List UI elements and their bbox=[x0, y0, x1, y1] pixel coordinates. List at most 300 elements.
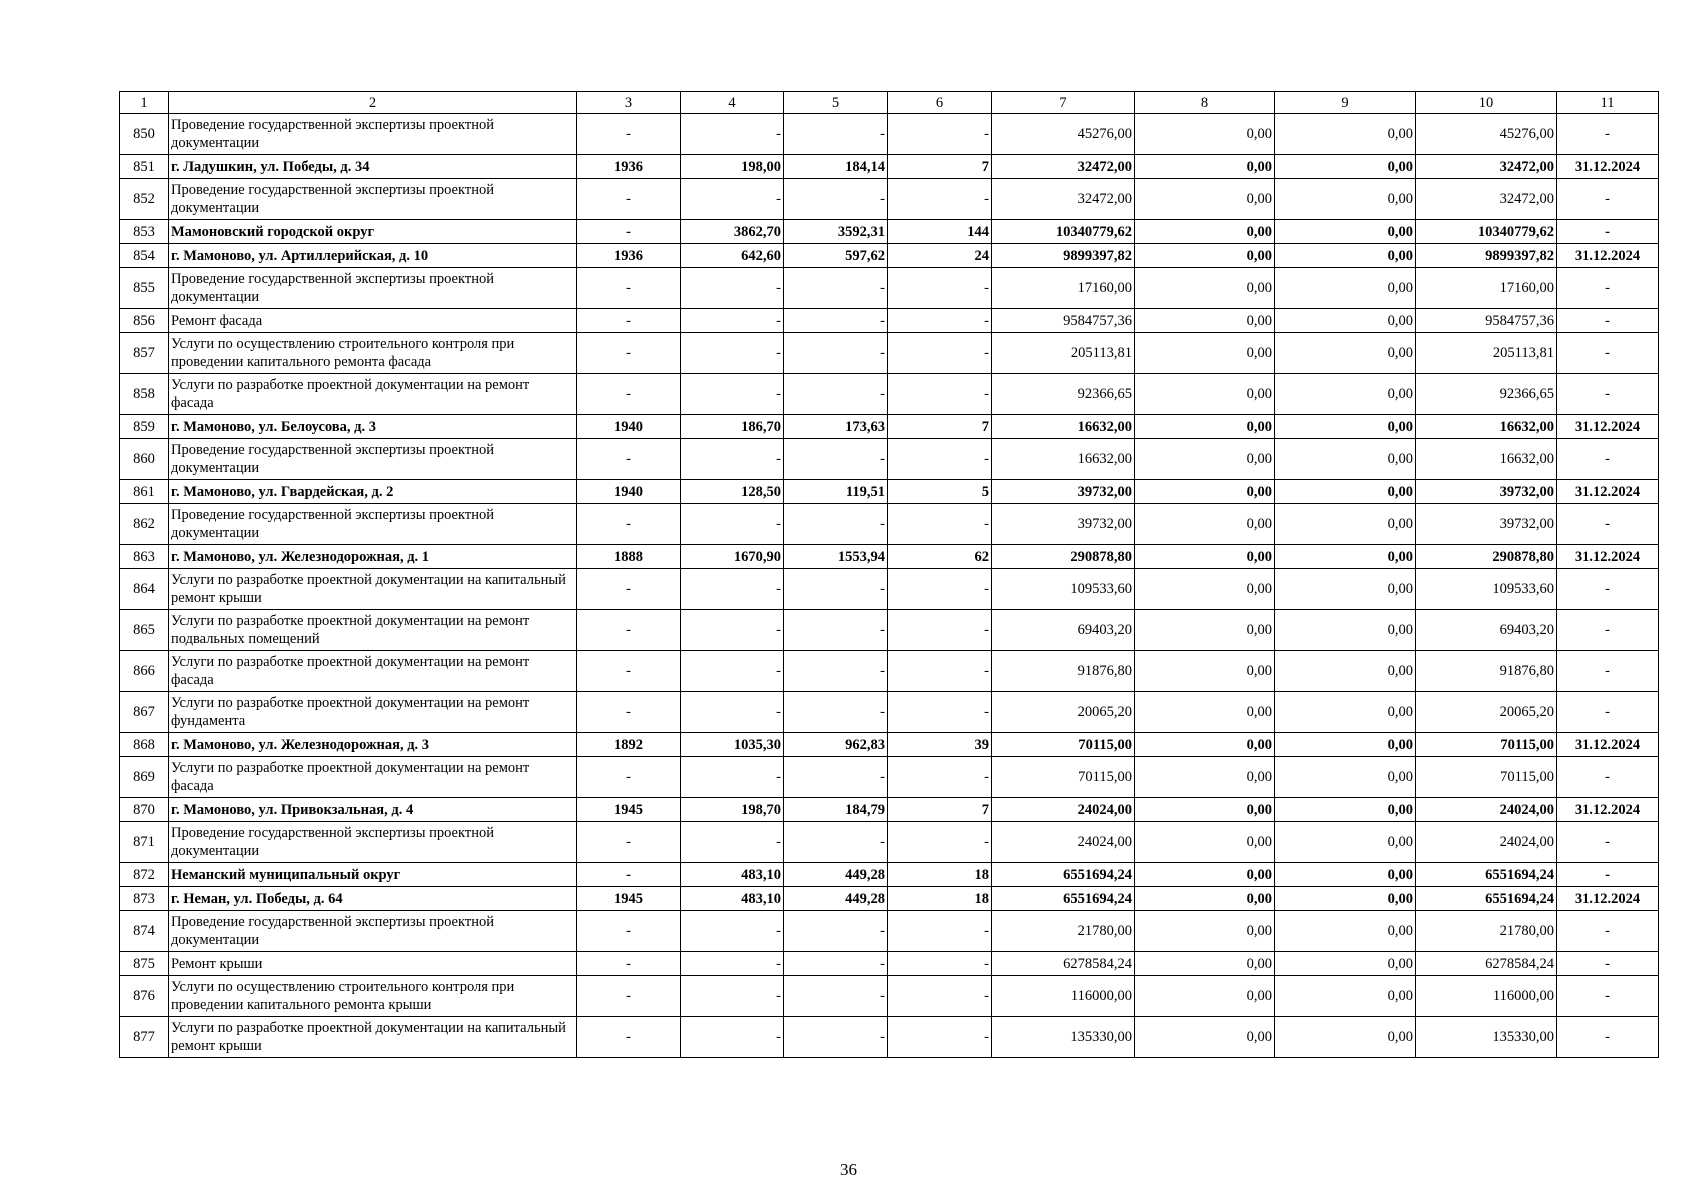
cost-owners-cell: 20065,20 bbox=[1416, 692, 1557, 733]
residents-cell: - bbox=[888, 610, 992, 651]
residents-cell: - bbox=[888, 757, 992, 798]
area-total-cell: 642,60 bbox=[681, 244, 784, 268]
deadline-cell: - bbox=[1557, 863, 1659, 887]
area-total-cell: - bbox=[681, 651, 784, 692]
table-row bbox=[120, 374, 1659, 415]
row-number: 859 bbox=[120, 415, 169, 439]
cost-owners-cell: 16632,00 bbox=[1416, 415, 1557, 439]
cost-fund-cell: 0,00 bbox=[1135, 798, 1275, 822]
area-living-cell: - bbox=[784, 610, 888, 651]
work-description: г. Неман, ул. Победы, д. 64 bbox=[169, 887, 577, 911]
year-cell: 1888 bbox=[577, 545, 681, 569]
deadline-cell: - bbox=[1557, 610, 1659, 651]
work-description: г. Мамоново, ул. Белоусова, д. 3 bbox=[169, 415, 577, 439]
cost-total-cell: 20065,20 bbox=[992, 692, 1135, 733]
table-row bbox=[120, 757, 1659, 798]
residents-cell: - bbox=[888, 309, 992, 333]
area-living-cell: 1553,94 bbox=[784, 545, 888, 569]
cost-owners-cell: 10340779,62 bbox=[1416, 220, 1557, 244]
work-description: г. Мамоново, ул. Артиллерийская, д. 10 bbox=[169, 244, 577, 268]
work-description: Проведение государственной экспертизы проектной документации bbox=[169, 439, 577, 480]
area-total-cell: - bbox=[681, 911, 784, 952]
area-total-cell: 186,70 bbox=[681, 415, 784, 439]
cost-budget-cell: 0,00 bbox=[1275, 952, 1416, 976]
deadline-cell: - bbox=[1557, 439, 1659, 480]
area-living-cell: 184,79 bbox=[784, 798, 888, 822]
cost-owners-cell: 69403,20 bbox=[1416, 610, 1557, 651]
deadline-cell: - bbox=[1557, 911, 1659, 952]
column-header: 5 bbox=[784, 92, 888, 114]
table-row bbox=[120, 333, 1659, 374]
row-number: 873 bbox=[120, 887, 169, 911]
table-row bbox=[120, 887, 1659, 911]
cost-budget-cell: 0,00 bbox=[1275, 863, 1416, 887]
year-cell: - bbox=[577, 569, 681, 610]
cost-total-cell: 70115,00 bbox=[992, 733, 1135, 757]
row-number: 867 bbox=[120, 692, 169, 733]
cost-total-cell: 21780,00 bbox=[992, 911, 1135, 952]
area-living-cell: - bbox=[784, 757, 888, 798]
table-row bbox=[120, 480, 1659, 504]
year-cell: - bbox=[577, 692, 681, 733]
residents-cell: 18 bbox=[888, 863, 992, 887]
column-header: 1 bbox=[120, 92, 169, 114]
work-description: Услуги по разработке проектной документации на ремонт фасада bbox=[169, 651, 577, 692]
cost-budget-cell: 0,00 bbox=[1275, 733, 1416, 757]
deadline-cell: 31.12.2024 bbox=[1557, 480, 1659, 504]
residents-cell: 7 bbox=[888, 798, 992, 822]
cost-fund-cell: 0,00 bbox=[1135, 976, 1275, 1017]
row-number: 861 bbox=[120, 480, 169, 504]
residents-cell: - bbox=[888, 439, 992, 480]
deadline-cell: - bbox=[1557, 114, 1659, 155]
area-total-cell: 483,10 bbox=[681, 863, 784, 887]
cost-owners-cell: 109533,60 bbox=[1416, 569, 1557, 610]
year-cell: 1936 bbox=[577, 155, 681, 179]
cost-fund-cell: 0,00 bbox=[1135, 179, 1275, 220]
residents-cell: - bbox=[888, 374, 992, 415]
cost-fund-cell: 0,00 bbox=[1135, 651, 1275, 692]
cost-total-cell: 6551694,24 bbox=[992, 863, 1135, 887]
cost-fund-cell: 0,00 bbox=[1135, 114, 1275, 155]
deadline-cell: - bbox=[1557, 952, 1659, 976]
table-row bbox=[120, 692, 1659, 733]
work-description: Ремонт фасада bbox=[169, 309, 577, 333]
cost-total-cell: 116000,00 bbox=[992, 976, 1135, 1017]
residents-cell: - bbox=[888, 268, 992, 309]
area-total-cell: - bbox=[681, 822, 784, 863]
residents-cell: - bbox=[888, 976, 992, 1017]
row-number: 850 bbox=[120, 114, 169, 155]
row-number: 853 bbox=[120, 220, 169, 244]
residents-cell: - bbox=[888, 692, 992, 733]
area-total-cell: 198,00 bbox=[681, 155, 784, 179]
area-total-cell: - bbox=[681, 114, 784, 155]
deadline-cell: - bbox=[1557, 651, 1659, 692]
area-living-cell: - bbox=[784, 651, 888, 692]
residents-cell: - bbox=[888, 333, 992, 374]
cost-owners-cell: 17160,00 bbox=[1416, 268, 1557, 309]
column-header: 8 bbox=[1135, 92, 1275, 114]
cost-budget-cell: 0,00 bbox=[1275, 976, 1416, 1017]
cost-total-cell: 32472,00 bbox=[992, 179, 1135, 220]
residents-cell: 5 bbox=[888, 480, 992, 504]
cost-fund-cell: 0,00 bbox=[1135, 155, 1275, 179]
cost-budget-cell: 0,00 bbox=[1275, 244, 1416, 268]
residents-cell: 7 bbox=[888, 155, 992, 179]
cost-owners-cell: 290878,80 bbox=[1416, 545, 1557, 569]
cost-fund-cell: 0,00 bbox=[1135, 268, 1275, 309]
area-living-cell: - bbox=[784, 179, 888, 220]
cost-owners-cell: 6278584,24 bbox=[1416, 952, 1557, 976]
residents-cell: - bbox=[888, 114, 992, 155]
area-living-cell: - bbox=[784, 333, 888, 374]
work-description: Неманский муниципальный округ bbox=[169, 863, 577, 887]
cost-fund-cell: 0,00 bbox=[1135, 309, 1275, 333]
work-description: г. Мамоново, ул. Железнодорожная, д. 1 bbox=[169, 545, 577, 569]
cost-total-cell: 9584757,36 bbox=[992, 309, 1135, 333]
cost-fund-cell: 0,00 bbox=[1135, 863, 1275, 887]
cost-owners-cell: 205113,81 bbox=[1416, 333, 1557, 374]
row-number: 857 bbox=[120, 333, 169, 374]
year-cell: - bbox=[577, 309, 681, 333]
area-total-cell: - bbox=[681, 692, 784, 733]
residents-cell: - bbox=[888, 822, 992, 863]
work-description: Услуги по осуществлению строительного контроля при проведении капитального ремонта крыши bbox=[169, 976, 577, 1017]
row-number: 871 bbox=[120, 822, 169, 863]
work-description: Проведение государственной экспертизы проектной документации bbox=[169, 179, 577, 220]
residents-cell: 7 bbox=[888, 415, 992, 439]
cost-owners-cell: 91876,80 bbox=[1416, 651, 1557, 692]
cost-owners-cell: 9899397,82 bbox=[1416, 244, 1557, 268]
cost-fund-cell: 0,00 bbox=[1135, 220, 1275, 244]
column-header: 2 bbox=[169, 92, 577, 114]
year-cell: - bbox=[577, 1017, 681, 1058]
residents-cell: 24 bbox=[888, 244, 992, 268]
cost-total-cell: 24024,00 bbox=[992, 822, 1135, 863]
area-total-cell: - bbox=[681, 569, 784, 610]
residents-cell: 144 bbox=[888, 220, 992, 244]
area-living-cell: - bbox=[784, 976, 888, 1017]
row-number: 863 bbox=[120, 545, 169, 569]
cost-owners-cell: 24024,00 bbox=[1416, 822, 1557, 863]
table-row bbox=[120, 545, 1659, 569]
cost-fund-cell: 0,00 bbox=[1135, 244, 1275, 268]
year-cell: - bbox=[577, 822, 681, 863]
table-row bbox=[120, 798, 1659, 822]
cost-total-cell: 17160,00 bbox=[992, 268, 1135, 309]
cost-fund-cell: 0,00 bbox=[1135, 610, 1275, 651]
area-living-cell: - bbox=[784, 692, 888, 733]
row-number: 855 bbox=[120, 268, 169, 309]
page-number: 36 bbox=[840, 1160, 857, 1179]
area-total-cell: 128,50 bbox=[681, 480, 784, 504]
row-number: 870 bbox=[120, 798, 169, 822]
year-cell: - bbox=[577, 976, 681, 1017]
cost-budget-cell: 0,00 bbox=[1275, 822, 1416, 863]
year-cell: 1945 bbox=[577, 887, 681, 911]
deadline-cell: - bbox=[1557, 976, 1659, 1017]
cost-budget-cell: 0,00 bbox=[1275, 757, 1416, 798]
cost-owners-cell: 70115,00 bbox=[1416, 757, 1557, 798]
cost-budget-cell: 0,00 bbox=[1275, 155, 1416, 179]
area-total-cell: 3862,70 bbox=[681, 220, 784, 244]
cost-budget-cell: 0,00 bbox=[1275, 439, 1416, 480]
table-row bbox=[120, 610, 1659, 651]
row-number: 854 bbox=[120, 244, 169, 268]
residents-cell: - bbox=[888, 952, 992, 976]
cost-budget-cell: 0,00 bbox=[1275, 374, 1416, 415]
work-description: Услуги по разработке проектной документации на ремонт фундамента bbox=[169, 692, 577, 733]
deadline-cell: - bbox=[1557, 569, 1659, 610]
row-number: 865 bbox=[120, 610, 169, 651]
area-living-cell: 173,63 bbox=[784, 415, 888, 439]
deadline-cell: - bbox=[1557, 1017, 1659, 1058]
cost-budget-cell: 0,00 bbox=[1275, 268, 1416, 309]
cost-budget-cell: 0,00 bbox=[1275, 798, 1416, 822]
work-description: Услуги по разработке проектной документации на ремонт фасада bbox=[169, 374, 577, 415]
year-cell: - bbox=[577, 220, 681, 244]
cost-fund-cell: 0,00 bbox=[1135, 733, 1275, 757]
cost-total-cell: 70115,00 bbox=[992, 757, 1135, 798]
area-living-cell: 449,28 bbox=[784, 887, 888, 911]
area-living-cell: - bbox=[784, 952, 888, 976]
table-row bbox=[120, 569, 1659, 610]
cost-fund-cell: 0,00 bbox=[1135, 952, 1275, 976]
area-living-cell: - bbox=[784, 439, 888, 480]
residents-cell: 18 bbox=[888, 887, 992, 911]
table-row bbox=[120, 733, 1659, 757]
area-living-cell: 597,62 bbox=[784, 244, 888, 268]
row-number: 856 bbox=[120, 309, 169, 333]
work-description: Ремонт крыши bbox=[169, 952, 577, 976]
residents-cell: 39 bbox=[888, 733, 992, 757]
cost-budget-cell: 0,00 bbox=[1275, 309, 1416, 333]
cost-budget-cell: 0,00 bbox=[1275, 610, 1416, 651]
column-header: 7 bbox=[992, 92, 1135, 114]
table-row bbox=[120, 952, 1659, 976]
residents-cell: - bbox=[888, 1017, 992, 1058]
work-description: Проведение государственной экспертизы проектной документации bbox=[169, 114, 577, 155]
year-cell: - bbox=[577, 268, 681, 309]
work-description: г. Мамоново, ул. Железнодорожная, д. 3 bbox=[169, 733, 577, 757]
area-total-cell: - bbox=[681, 757, 784, 798]
area-living-cell: 184,14 bbox=[784, 155, 888, 179]
cost-fund-cell: 0,00 bbox=[1135, 480, 1275, 504]
deadline-cell: 31.12.2024 bbox=[1557, 887, 1659, 911]
year-cell: - bbox=[577, 863, 681, 887]
table-row bbox=[120, 415, 1659, 439]
area-living-cell: - bbox=[784, 309, 888, 333]
cost-total-cell: 290878,80 bbox=[992, 545, 1135, 569]
table-row bbox=[120, 911, 1659, 952]
row-number: 862 bbox=[120, 504, 169, 545]
year-cell: - bbox=[577, 911, 681, 952]
table-row bbox=[120, 863, 1659, 887]
row-number: 860 bbox=[120, 439, 169, 480]
cost-owners-cell: 92366,65 bbox=[1416, 374, 1557, 415]
table-row bbox=[120, 822, 1659, 863]
cost-total-cell: 91876,80 bbox=[992, 651, 1135, 692]
cost-fund-cell: 0,00 bbox=[1135, 692, 1275, 733]
work-description: Проведение государственной экспертизы проектной документации bbox=[169, 504, 577, 545]
area-total-cell: - bbox=[681, 309, 784, 333]
deadline-cell: 31.12.2024 bbox=[1557, 798, 1659, 822]
cost-total-cell: 135330,00 bbox=[992, 1017, 1135, 1058]
area-total-cell: - bbox=[681, 952, 784, 976]
area-living-cell: - bbox=[784, 504, 888, 545]
cost-budget-cell: 0,00 bbox=[1275, 545, 1416, 569]
cost-owners-cell: 116000,00 bbox=[1416, 976, 1557, 1017]
cost-fund-cell: 0,00 bbox=[1135, 822, 1275, 863]
work-description: Проведение государственной экспертизы проектной документации bbox=[169, 911, 577, 952]
deadline-cell: - bbox=[1557, 179, 1659, 220]
row-number: 872 bbox=[120, 863, 169, 887]
work-description: Проведение государственной экспертизы проектной документации bbox=[169, 822, 577, 863]
deadline-cell: - bbox=[1557, 374, 1659, 415]
area-living-cell: 449,28 bbox=[784, 863, 888, 887]
table-row bbox=[120, 179, 1659, 220]
column-header: 11 bbox=[1557, 92, 1659, 114]
work-description: г. Мамоново, ул. Гвардейская, д. 2 bbox=[169, 480, 577, 504]
cost-budget-cell: 0,00 bbox=[1275, 692, 1416, 733]
cost-total-cell: 16632,00 bbox=[992, 439, 1135, 480]
table-row bbox=[120, 114, 1659, 155]
column-header: 9 bbox=[1275, 92, 1416, 114]
cost-total-cell: 24024,00 bbox=[992, 798, 1135, 822]
year-cell: - bbox=[577, 757, 681, 798]
cost-total-cell: 45276,00 bbox=[992, 114, 1135, 155]
deadline-cell: - bbox=[1557, 220, 1659, 244]
deadline-cell: - bbox=[1557, 504, 1659, 545]
area-total-cell: 1670,90 bbox=[681, 545, 784, 569]
row-number: 868 bbox=[120, 733, 169, 757]
table-row bbox=[120, 1017, 1659, 1058]
row-number: 869 bbox=[120, 757, 169, 798]
table-row bbox=[120, 309, 1659, 333]
cost-fund-cell: 0,00 bbox=[1135, 1017, 1275, 1058]
cost-owners-cell: 6551694,24 bbox=[1416, 863, 1557, 887]
area-living-cell: - bbox=[784, 114, 888, 155]
column-header: 6 bbox=[888, 92, 992, 114]
cost-total-cell: 109533,60 bbox=[992, 569, 1135, 610]
cost-owners-cell: 39732,00 bbox=[1416, 504, 1557, 545]
area-total-cell: - bbox=[681, 179, 784, 220]
work-description: г. Мамоново, ул. Привокзальная, д. 4 bbox=[169, 798, 577, 822]
residents-cell: - bbox=[888, 651, 992, 692]
cost-owners-cell: 16632,00 bbox=[1416, 439, 1557, 480]
area-living-cell: 3592,31 bbox=[784, 220, 888, 244]
table-row bbox=[120, 439, 1659, 480]
cost-total-cell: 32472,00 bbox=[992, 155, 1135, 179]
table-row bbox=[120, 155, 1659, 179]
cost-budget-cell: 0,00 bbox=[1275, 911, 1416, 952]
area-total-cell: - bbox=[681, 976, 784, 1017]
deadline-cell: - bbox=[1557, 309, 1659, 333]
work-description: Услуги по разработке проектной документации на ремонт подвальных помещений bbox=[169, 610, 577, 651]
cost-fund-cell: 0,00 bbox=[1135, 374, 1275, 415]
area-living-cell: 119,51 bbox=[784, 480, 888, 504]
cost-fund-cell: 0,00 bbox=[1135, 757, 1275, 798]
area-total-cell: 483,10 bbox=[681, 887, 784, 911]
work-description: Услуги по разработке проектной документации на капитальный ремонт крыши bbox=[169, 569, 577, 610]
area-total-cell: 1035,30 bbox=[681, 733, 784, 757]
cost-total-cell: 16632,00 bbox=[992, 415, 1135, 439]
deadline-cell: 31.12.2024 bbox=[1557, 415, 1659, 439]
deadline-cell: 31.12.2024 bbox=[1557, 155, 1659, 179]
cost-fund-cell: 0,00 bbox=[1135, 504, 1275, 545]
row-number: 864 bbox=[120, 569, 169, 610]
row-number: 874 bbox=[120, 911, 169, 952]
year-cell: - bbox=[577, 439, 681, 480]
year-cell: 1945 bbox=[577, 798, 681, 822]
residents-cell: - bbox=[888, 179, 992, 220]
area-total-cell: - bbox=[681, 610, 784, 651]
cost-owners-cell: 32472,00 bbox=[1416, 155, 1557, 179]
cost-budget-cell: 0,00 bbox=[1275, 415, 1416, 439]
row-number: 851 bbox=[120, 155, 169, 179]
cost-fund-cell: 0,00 bbox=[1135, 545, 1275, 569]
cost-total-cell: 9899397,82 bbox=[992, 244, 1135, 268]
area-living-cell: - bbox=[784, 911, 888, 952]
cost-owners-cell: 21780,00 bbox=[1416, 911, 1557, 952]
row-number: 858 bbox=[120, 374, 169, 415]
table-row bbox=[120, 651, 1659, 692]
cost-budget-cell: 0,00 bbox=[1275, 651, 1416, 692]
cost-fund-cell: 0,00 bbox=[1135, 887, 1275, 911]
work-description: Мамоновский городской округ bbox=[169, 220, 577, 244]
residents-cell: - bbox=[888, 504, 992, 545]
cost-owners-cell: 24024,00 bbox=[1416, 798, 1557, 822]
cost-fund-cell: 0,00 bbox=[1135, 911, 1275, 952]
header-row bbox=[120, 92, 1659, 114]
row-number: 876 bbox=[120, 976, 169, 1017]
cost-owners-cell: 9584757,36 bbox=[1416, 309, 1557, 333]
cost-total-cell: 6551694,24 bbox=[992, 887, 1135, 911]
area-living-cell: 962,83 bbox=[784, 733, 888, 757]
area-total-cell: - bbox=[681, 333, 784, 374]
cost-owners-cell: 45276,00 bbox=[1416, 114, 1557, 155]
area-total-cell: - bbox=[681, 1017, 784, 1058]
area-total-cell: - bbox=[681, 374, 784, 415]
cost-total-cell: 39732,00 bbox=[992, 480, 1135, 504]
table-row bbox=[120, 268, 1659, 309]
year-cell: - bbox=[577, 651, 681, 692]
deadline-cell: 31.12.2024 bbox=[1557, 545, 1659, 569]
work-description: Проведение государственной экспертизы проектной документации bbox=[169, 268, 577, 309]
row-number: 852 bbox=[120, 179, 169, 220]
cost-budget-cell: 0,00 bbox=[1275, 179, 1416, 220]
column-header: 4 bbox=[681, 92, 784, 114]
cost-fund-cell: 0,00 bbox=[1135, 415, 1275, 439]
area-living-cell: - bbox=[784, 569, 888, 610]
area-living-cell: - bbox=[784, 822, 888, 863]
year-cell: - bbox=[577, 952, 681, 976]
column-header: 3 bbox=[577, 92, 681, 114]
row-number: 875 bbox=[120, 952, 169, 976]
cost-owners-cell: 70115,00 bbox=[1416, 733, 1557, 757]
work-description: г. Ладушкин, ул. Победы, д. 34 bbox=[169, 155, 577, 179]
year-cell: - bbox=[577, 114, 681, 155]
table-row bbox=[120, 244, 1659, 268]
cost-owners-cell: 39732,00 bbox=[1416, 480, 1557, 504]
cost-fund-cell: 0,00 bbox=[1135, 439, 1275, 480]
data-table bbox=[119, 91, 1659, 1058]
area-total-cell: - bbox=[681, 504, 784, 545]
cost-total-cell: 39732,00 bbox=[992, 504, 1135, 545]
work-description: Услуги по осуществлению строительного контроля при проведении капитального ремонта фасада bbox=[169, 333, 577, 374]
area-total-cell: - bbox=[681, 439, 784, 480]
